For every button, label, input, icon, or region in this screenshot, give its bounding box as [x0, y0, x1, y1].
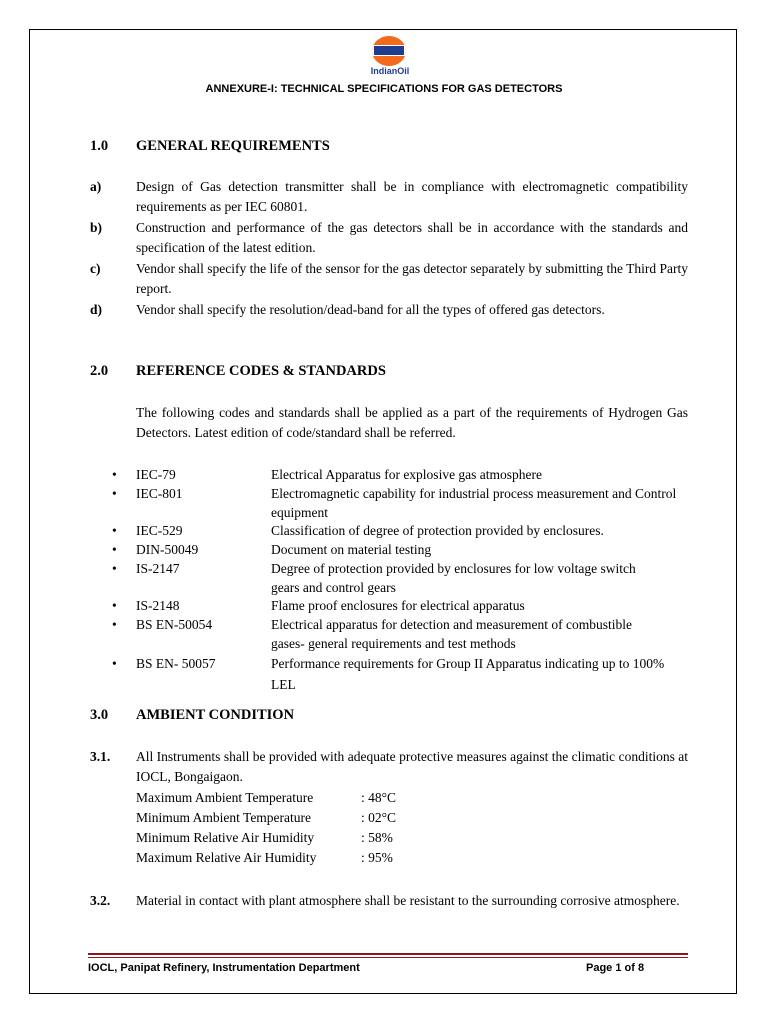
condition-value: : 95%	[361, 850, 393, 865]
item-text: Vendor shall specify the resolution/dead-band for all the types of offered gas detectors.	[136, 302, 605, 317]
standard-code: DIN-50049	[136, 542, 199, 557]
standard-desc: Classification of degree of protection provided by enclosures.	[271, 523, 604, 538]
item-text: Design of Gas detection transmitter shall be in compliance with electromagnetic compatibility requirements as per IEC 60801.	[136, 179, 688, 214]
list-item	[90, 259, 688, 299]
standard-desc: Electrical apparatus for detection and measurement of combustible gases- general requirements and test methods	[271, 617, 632, 651]
section-2-intro: The following codes and standards shall be applied as a part of the requirements of Hydrogen Gas Detectors. Latest edition of code/standard shall be referred.	[136, 405, 688, 440]
item-label: c)	[90, 261, 101, 276]
footer-divider	[88, 953, 688, 955]
section-title: REFERENCE CODES & STANDARDS	[136, 363, 386, 379]
standard-item: • IS-2148 Flame proof enclosures for electrical apparatus	[112, 597, 692, 616]
condition-key: Minimum Relative Air Humidity	[136, 830, 315, 845]
condition-key: Maximum Ambient Temperature	[136, 790, 314, 805]
standard-item: • BS EN- 50057 Performance requirements for Group II Apparatus indicating up to 100% LEL	[112, 653, 692, 695]
indianoil-logo	[360, 36, 420, 80]
standard-item: • IS-2147 Degree of protection provided by enclosures for low voltage switch gears and control gears	[112, 560, 692, 597]
standard-code: IS-2147	[136, 561, 180, 576]
footer-department: IOCL, Panipat Refinery, Instrumentation Department	[88, 962, 360, 974]
list-item	[90, 218, 688, 258]
condition-value: : 58%	[361, 830, 393, 845]
condition-key: Minimum Ambient Temperature	[136, 810, 312, 825]
standard-desc: Document on material testing	[271, 542, 432, 557]
annexure-title: ANNEXURE-I: TECHNICAL SPECIFICATIONS FOR GAS DETECTORS	[205, 83, 563, 95]
logo-emblem-icon	[372, 36, 406, 66]
item-text: Vendor shall specify the life of the sensor for the gas detector separately by submitting the Third Party report.	[136, 261, 688, 296]
list-item	[90, 300, 688, 320]
standard-code: IEC-529	[136, 523, 183, 538]
standard-item: • IEC-79 Electrical Apparatus for explosive gas atmosphere	[112, 466, 692, 485]
standard-item: • DIN-50049 Document on material testing	[112, 541, 692, 560]
standard-desc: Performance requirements for Group II Apparatus indicating up to 100% LEL	[271, 656, 665, 692]
standard-desc: Electrical Apparatus for explosive gas atmosphere	[271, 467, 543, 482]
standard-item: • IEC-529 Classification of degree of protection provided by enclosures.	[112, 522, 692, 541]
page-number: Page 1 of 8	[586, 962, 645, 974]
item-label: 3.2.	[90, 893, 111, 908]
item-text: All Instruments shall be provided with adequate protective measures against the climatic conditions at IOCL, Bongaigaon.	[136, 749, 688, 784]
item-label: b)	[90, 220, 103, 235]
list-item	[90, 891, 688, 911]
footer-divider-thin	[88, 957, 688, 958]
standard-desc: Degree of protection provided by enclosures for low voltage switch gears and control gears	[271, 561, 636, 595]
item-label: d)	[90, 302, 103, 317]
condition-key: Maximum Relative Air Humidity	[136, 850, 317, 865]
list-item	[90, 177, 688, 217]
standard-item: • IEC-801 Electromagnetic capability for industrial process measurement and Control equipment	[112, 485, 692, 522]
section-number: 3.0	[90, 707, 109, 723]
item-label: 3.1.	[90, 749, 111, 764]
logo-text: IndianOil	[370, 66, 410, 76]
item-label: a)	[90, 179, 102, 194]
section-number: 2.0	[90, 363, 109, 379]
standard-code: IEC-801	[136, 486, 183, 501]
standard-desc: Flame proof enclosures for electrical apparatus	[271, 598, 525, 613]
list-item	[90, 747, 688, 787]
item-text: Construction and performance of the gas detectors shall be in accordance with the standards and specification of the latest edition.	[136, 220, 688, 255]
condition-value: : 48°C	[361, 790, 397, 805]
standard-code: BS EN-50054	[136, 617, 213, 632]
standard-code: IEC-79	[136, 467, 176, 482]
standard-code: IS-2148	[136, 598, 180, 613]
standard-code: BS EN- 50057	[136, 656, 216, 671]
standard-desc: Electromagnetic capability for industrial process measurement and Control equipment	[271, 486, 677, 520]
section-title: AMBIENT CONDITION	[136, 707, 295, 723]
section-number: 1.0	[90, 138, 109, 154]
section-title: GENERAL REQUIREMENTS	[136, 138, 330, 154]
condition-value: : 02°C	[361, 810, 397, 825]
standard-item: • BS EN-50054 Electrical apparatus for detection and measurement of combustible gases- general requirements and test methods	[112, 616, 692, 653]
item-text: Material in contact with plant atmosphere shall be resistant to the surrounding corrosive atmosphere.	[136, 893, 680, 908]
